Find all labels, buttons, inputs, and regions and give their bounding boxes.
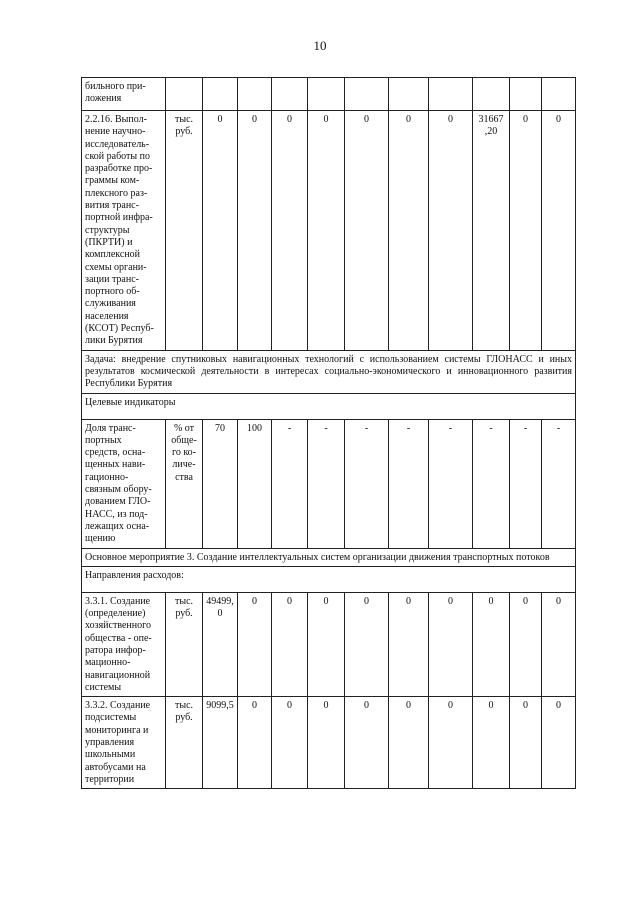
table-row	[82, 111, 576, 351]
empty-cell	[238, 78, 272, 111]
value-cell: -	[429, 419, 473, 548]
value-cell: 0	[238, 592, 272, 696]
value-cell: 0	[389, 592, 429, 696]
value-cell: 0	[272, 697, 308, 789]
value-cell: 0	[272, 111, 308, 351]
value-cell: 100	[238, 419, 272, 548]
value-cell: 0	[308, 111, 345, 351]
value-cell: 0	[510, 697, 542, 789]
value-cell: -	[345, 419, 389, 548]
value-cell: 0	[473, 697, 510, 789]
value-cell: 0	[308, 697, 345, 789]
row-name-cell: Доля транс- портных средств, осна- щенных нави- гационно- связным обору- дованием ГЛО- НАСС, из под- лежащих осна- щению	[82, 419, 166, 548]
value-cell: 0	[345, 111, 389, 351]
row-name-cell: бильного при- ложения	[82, 78, 166, 111]
unit-cell: тыс. руб.	[166, 697, 203, 789]
value-cell: 0	[238, 111, 272, 351]
empty-cell	[542, 78, 576, 111]
value-cell: -	[272, 419, 308, 548]
empty-cell	[272, 78, 308, 111]
value-cell: -	[389, 419, 429, 548]
value-cell: 0	[429, 111, 473, 351]
unit-cell: % от обще- го ко- личе- ства	[166, 419, 203, 548]
value-cell: 0	[389, 111, 429, 351]
value-cell: 9099,5	[203, 697, 238, 789]
empty-cell	[166, 78, 203, 111]
value-cell: -	[308, 419, 345, 548]
main-activity-cell: Основное мероприятие 3. Создание интеллектуальных систем организации движения транспортных потоков	[82, 548, 576, 566]
value-cell: 0	[542, 592, 576, 696]
value-cell: 0	[429, 592, 473, 696]
value-cell: -	[473, 419, 510, 548]
value-cell: -	[510, 419, 542, 548]
expenses-heading: Направления расходов:	[82, 566, 576, 592]
value-cell: 0	[272, 592, 308, 696]
empty-cell	[429, 78, 473, 111]
empty-cell	[473, 78, 510, 111]
value-cell: 0	[345, 592, 389, 696]
empty-cell	[389, 78, 429, 111]
value-cell: 70	[203, 419, 238, 548]
value-cell: 0	[345, 697, 389, 789]
value-cell: 0	[542, 697, 576, 789]
empty-cell	[345, 78, 389, 111]
empty-cell	[308, 78, 345, 111]
page-number: 10	[313, 38, 327, 53]
empty-cell	[203, 78, 238, 111]
table-row	[82, 697, 576, 789]
unit-cell: тыс. руб.	[166, 592, 203, 696]
row-name-cell: 3.3.2. Создание подсистемы мониторинга и управления школьными автобусами на территории	[82, 697, 166, 789]
row-name-cell: 3.3.1. Создание (определение) хозяйственного общества - опе- ратора инфор- мационно- навигационной системы	[82, 592, 166, 696]
value-cell: 0	[510, 111, 542, 351]
empty-cell	[510, 78, 542, 111]
table-row	[82, 350, 576, 393]
table-row	[82, 419, 576, 548]
table-row	[82, 592, 576, 696]
value-cell: 0	[510, 592, 542, 696]
table-row	[82, 393, 576, 419]
table-row	[82, 78, 576, 111]
value-cell: 0	[429, 697, 473, 789]
value-cell: 0	[473, 592, 510, 696]
program-table	[81, 77, 576, 789]
row-name-cell: 2.2.16. Выпол- нение научно- исследователь- ской работы по разработке про- граммы ком- плексного раз- вития транс- портной инфра- структуры (ПКРТИ) и комплексной схемы органи- зации транс- портного об- служивания населения (КСОТ) Респуб- лики Бурятия	[82, 111, 166, 351]
value-cell: 0	[203, 111, 238, 351]
value-cell: 31667 ,20	[473, 111, 510, 351]
indicators-heading: Целевые индикаторы	[82, 393, 576, 419]
value-cell: 49499, 0	[203, 592, 238, 696]
value-cell: 0	[238, 697, 272, 789]
value-cell: 0	[389, 697, 429, 789]
value-cell: 0	[308, 592, 345, 696]
value-cell: -	[542, 419, 576, 548]
table-row	[82, 566, 576, 592]
task-cell: Задача: внедрение спутниковых навигационных технологий с использованием системы ГЛОНАСС и иных результатов космической деятельности в интересах социально-экономического и инновационного развития Республики Бурятия	[82, 350, 576, 393]
value-cell: 0	[542, 111, 576, 351]
table-row	[82, 548, 576, 566]
unit-cell: тыс. руб.	[166, 111, 203, 351]
